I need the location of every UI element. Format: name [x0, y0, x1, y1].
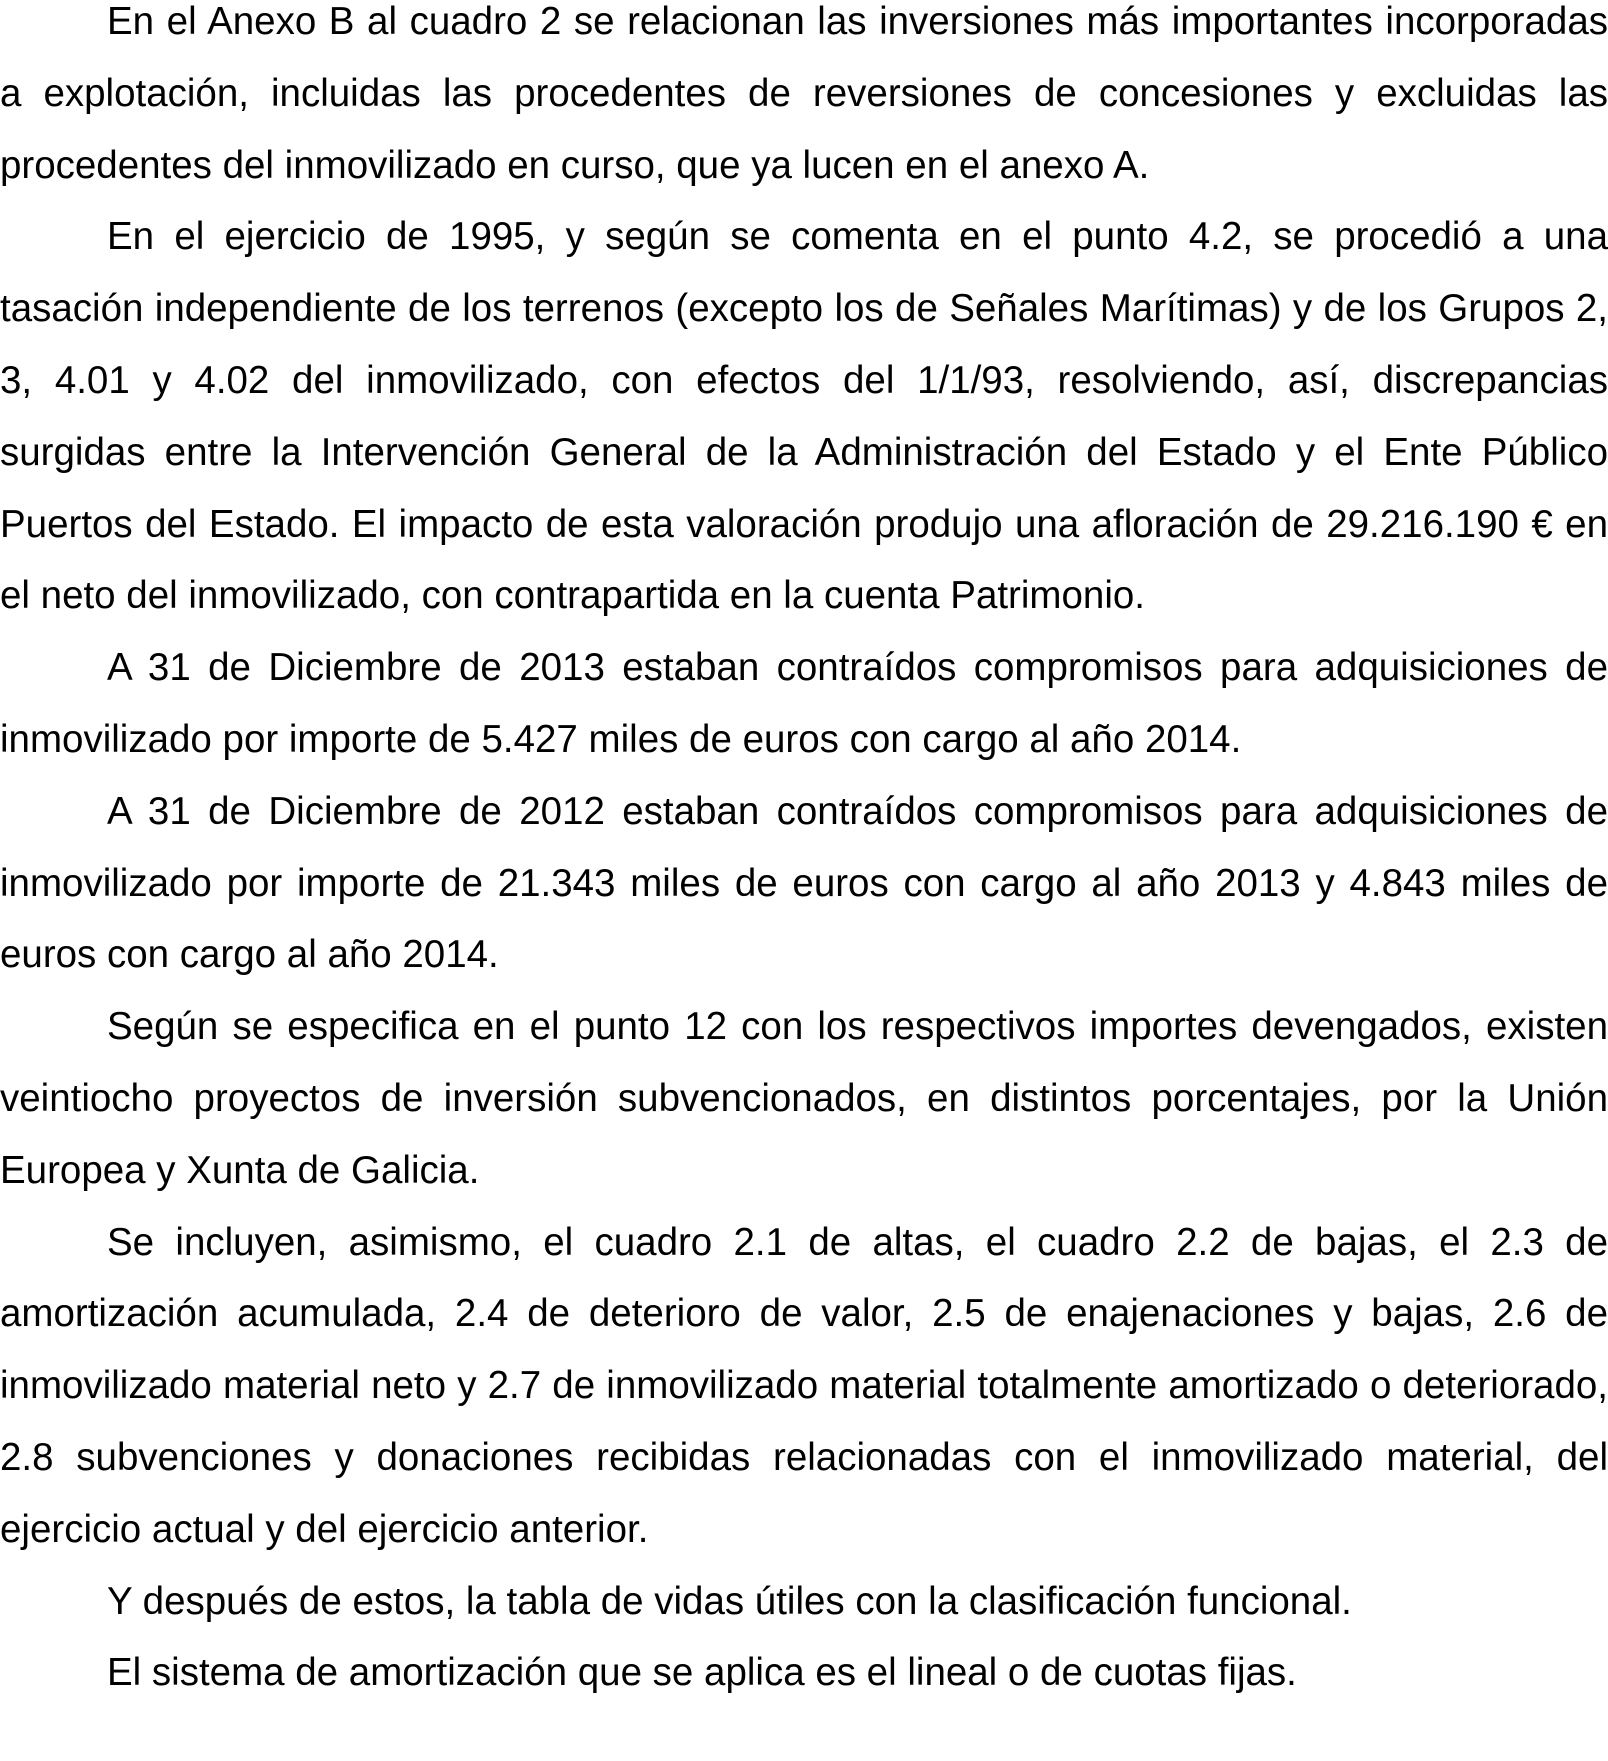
paragraph-vidas-utiles: Y después de estos, la tabla de vidas útiles con la clasificación funcional. — [107, 1579, 1352, 1623]
paragraph-compromisos-2012: A 31 de Diciembre de 2012 estaban contraídos compromisos para adquisiciones de inmovilizado por importe de 21.343 miles de euros con cargo al año 2013 y 4.843 miles de euros con cargo al año 2014. — [0, 789, 1608, 977]
paragraph-anexo-b: En el Anexo B al cuadro 2 se relacionan las inversiones más importantes incorporadas a explotación, incluidas las procedentes de reversiones de concesiones y excluidas las procedentes del inmovilizado en curso, que ya lucen en el anexo A. — [0, 0, 1608, 187]
paragraph-proyectos-subvencionados: Según se especifica en el punto 12 con los respectivos importes devengados, existen veintiocho proyectos de inversión subvencionados, en distintos porcentajes, por la Unión Europea y Xunta de Galicia. — [0, 1005, 1608, 1192]
paragraph-compromisos-2013: A 31 de Diciembre de 2013 estaban contraídos compromisos para adquisiciones de inmovilizado por importe de 5.427 miles de euros con cargo al año 2014. — [0, 646, 1608, 761]
paragraph-tasacion-1995: En el ejercicio de 1995, y según se comenta en el punto 4.2, se procedió a una tasación independiente de los terrenos (excepto los de Señales Marítimas) y de los Grupos 2, 3, 4.01 y 4.02 del inmovilizado, con efectos del 1/1/93, resolviendo, así, discrepancias surgidas entre la Intervención General de la Administración del Estado y el Ente Público Puertos del Estado. El impacto de esta valoración produjo una afloración de 29.216.190 € en el neto del inmovilizado, con contrapartida en la cuenta Patrimonio. — [0, 215, 1608, 618]
paragraph-cuadros-incluidos: Se incluyen, asimismo, el cuadro 2.1 de altas, el cuadro 2.2 de bajas, el 2.3 de amortización acumulada, 2.4 de deterioro de valor, 2.5 de enajenaciones y bajas, 2.6 de inmovilizado material neto y 2.7 de inmovilizado material totalmente amortizado o deteriorado, 2.8 subvenciones y donaciones recibidas relacionadas con el inmovilizado material, del ejercicio actual y del ejercicio anterior. — [0, 1220, 1608, 1551]
paragraph-sistema-amortizacion: El sistema de amortización que se aplica es el lineal o de cuotas fijas. — [107, 1651, 1297, 1695]
